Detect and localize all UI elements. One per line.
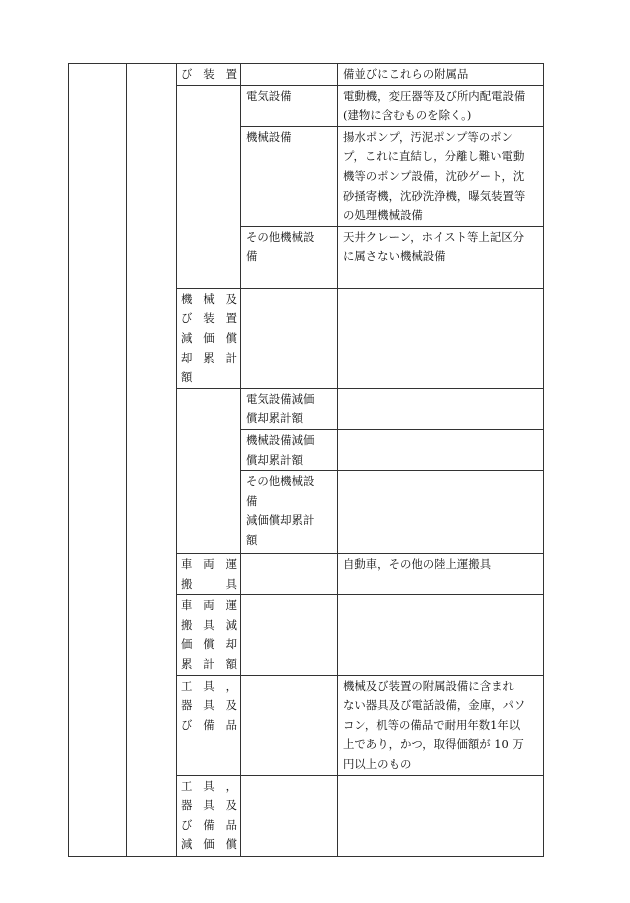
- subaccount-cell: [241, 429, 338, 470]
- description-text: 揚水ポンプ，汚泥ポンプ等のポン プ，これに直結し，分離し難い電動 機等のポンプ設備，沈砂ゲート，沈 砂掻寄機，沈砂洗浄機，曝気装置等 の処理機械設備: [343, 129, 526, 223]
- description-cell: [338, 85, 544, 126]
- description-cell: [338, 226, 544, 288]
- subaccount-cell: [241, 288, 338, 388]
- description-cell: [338, 471, 544, 554]
- description-cell: [338, 288, 544, 388]
- subaccount-text: その他機械設 備 減価償却累計 額: [246, 474, 315, 547]
- subaccount-cell: [241, 595, 338, 675]
- account-cell: [177, 85, 241, 288]
- subaccount-cell: [241, 388, 338, 429]
- account-cell: [177, 64, 241, 86]
- column-1-cell: [69, 64, 127, 857]
- account-cell: [177, 288, 241, 388]
- description-text: 自動車，その他の陸上運搬具: [343, 557, 492, 572]
- description-cell: [338, 675, 544, 775]
- table-row: [69, 64, 544, 86]
- subaccount-text: 機械設備: [246, 129, 292, 144]
- account-cell: [177, 595, 241, 675]
- description-cell: [338, 126, 544, 226]
- subaccount-cell: [241, 675, 338, 775]
- description-cell: [338, 429, 544, 470]
- subaccount-cell: [241, 554, 338, 595]
- account-text: 機械及 び装置 減価償 却累計 額: [181, 291, 237, 385]
- description-cell: [338, 554, 544, 595]
- account-text: び装置: [181, 67, 237, 81]
- account-cell: [177, 554, 241, 595]
- subaccount-text: 機械設備減価 償却累計額: [246, 432, 315, 467]
- description-text: 備並びにこれらの附属品: [343, 67, 469, 81]
- subaccount-cell: [241, 85, 338, 126]
- description-text: 機械及び装置の附属設備に含まれ ない器具及び電話設備，金庫，パソ コン，机等の備品で耐用年数1年以 上であり，かつ，取得価額が 10 万 円以上のもの: [343, 678, 526, 772]
- account-text: 工具， 器具及 び備品: [181, 678, 237, 732]
- subaccount-cell: [241, 226, 338, 288]
- description-text: 天井クレーン，ホイスト等上記区分 に属さない機械設備: [343, 229, 524, 264]
- column-2-cell: [127, 64, 177, 857]
- subaccount-cell: [241, 126, 338, 226]
- description-text: 電動機，変圧器等及び所内配電設備 (建物に含むものを除く。): [343, 88, 526, 123]
- account-text: 工具， 器具及 び備品 減価償: [181, 778, 237, 852]
- account-text: 車両運 搬具減 価償却 累計額: [181, 598, 237, 672]
- subaccount-cell: [241, 64, 338, 86]
- description-cell: [338, 388, 544, 429]
- account-classification-table: [68, 63, 544, 857]
- account-cell: [177, 675, 241, 775]
- description-cell: [338, 775, 544, 856]
- subaccount-text: 電気設備減価 償却累計額: [246, 391, 315, 426]
- account-cell: [177, 775, 241, 856]
- description-cell: [338, 595, 544, 675]
- account-cell: [177, 388, 241, 553]
- subaccount-text: その他機械設 備: [246, 229, 315, 264]
- subaccount-text: 電気設備: [246, 88, 292, 103]
- description-cell: [338, 64, 544, 86]
- subaccount-cell: [241, 471, 338, 554]
- account-text: 車両運 搬具: [181, 557, 237, 591]
- subaccount-cell: [241, 775, 338, 856]
